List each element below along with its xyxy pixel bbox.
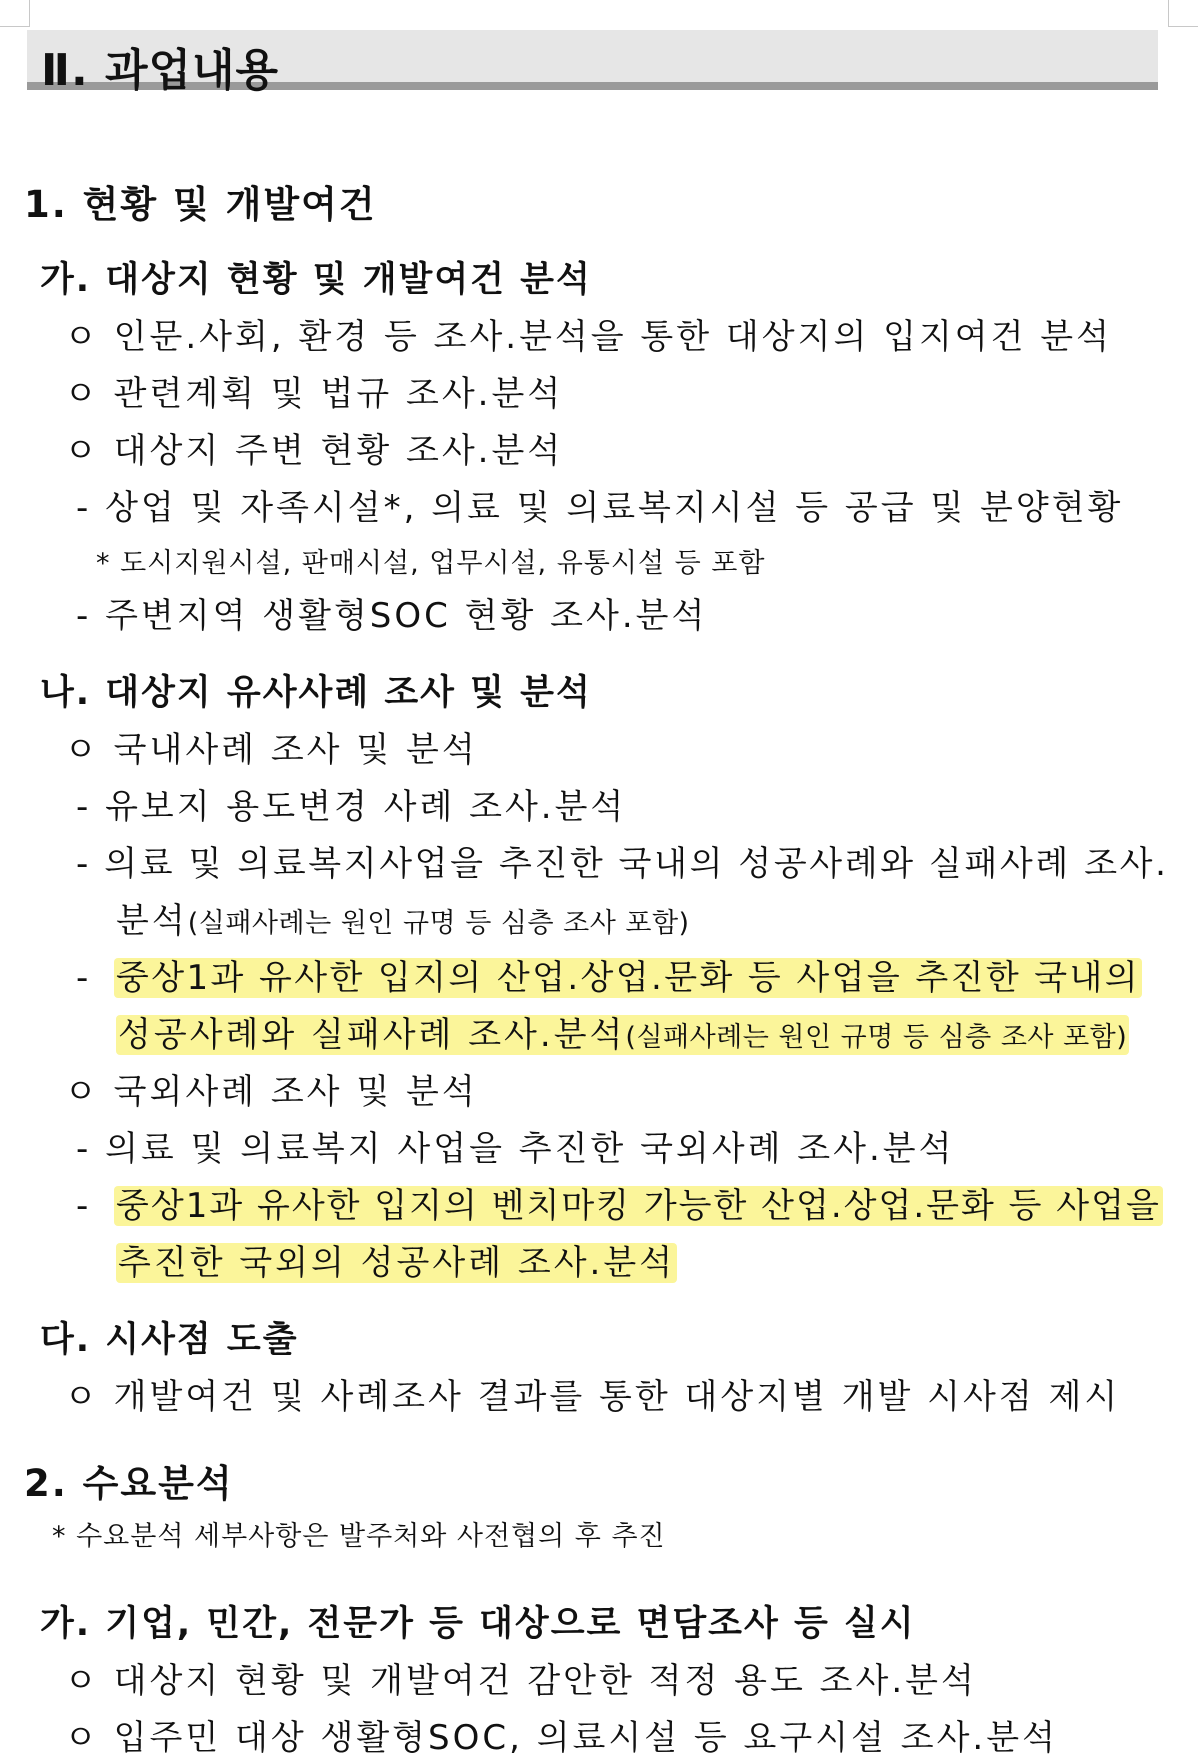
subsection-heading: 가. 대상지 현황 및 개발여건 분석 [40, 260, 592, 300]
highlighted-text: 추진한 국외의 성공사례 조사.분석 [118, 1243, 676, 1283]
dash-item: - 의료 및 의료복지사업을 추진한 국내의 성공사례와 실패사례 조사. [76, 844, 1169, 884]
highlighted-text [116, 1015, 1129, 1055]
page-corner-mark [0, 0, 30, 27]
highlighted-text: 중상1과 유사한 입지의 산업.상업.문화 등 사업을 추진한 국내의 [116, 958, 1140, 998]
dash-item-highlighted [76, 1178, 1163, 1227]
dash-item-continuation [116, 1007, 1129, 1056]
footnote: * 수요분석 세부사항은 발주처와 사전협의 후 추진 [52, 1521, 666, 1552]
bullet-item: ㅇ 입주민 대상 생활형SOC, 의료시설 등 요구시설 조사.분석 [64, 1718, 1058, 1758]
subsection-heading: 다. 시사점 도출 [40, 1320, 299, 1360]
dash-item-continuation [116, 893, 690, 942]
bullet-item: ㅇ 국외사례 조사 및 분석 [64, 1072, 478, 1112]
footnote: * 도시지원시설, 판매시설, 업무시설, 유통시설 등 포함 [96, 548, 766, 579]
dash-item: - 주변지역 생활형SOC 현황 조사.분석 [76, 596, 708, 636]
chapter-title-bar [27, 30, 1158, 96]
bullet-item: ㅇ 개발여건 및 사례조사 결과를 통한 대상지별 개발 시사점 제시 [64, 1377, 1121, 1417]
dash-item-continuation [116, 1235, 677, 1284]
dash-item-highlighted [76, 950, 1142, 999]
parenthetical-note: (실패사례는 원인 규명 등 심층 조사 포함) [187, 908, 690, 939]
section-heading: 1. 현황 및 개발여건 [24, 183, 377, 226]
dash-item: - 의료 및 의료복지 사업을 추진한 국외사례 조사.분석 [76, 1129, 955, 1169]
dash-marker: - [76, 958, 92, 998]
subsection-heading: 나. 대상지 유사사례 조사 및 분석 [40, 673, 592, 713]
bullet-item: ㅇ 국내사례 조사 및 분석 [64, 730, 478, 770]
dash-marker: - [76, 1186, 92, 1226]
bullet-item: ㅇ 관련계획 및 법규 조사.분석 [64, 374, 564, 414]
dash-item-text: 분석 [116, 901, 188, 941]
bullet-item: ㅇ 대상지 주변 현황 조사.분석 [64, 431, 564, 471]
dash-item: - 유보지 용도변경 사례 조사.분석 [76, 787, 627, 827]
dash-item: - 상업 및 자족시설*, 의료 및 의료복지시설 등 공급 및 분양현황 [76, 488, 1124, 528]
highlighted-text-main: 성공사례와 실패사례 조사.분석 [118, 1015, 626, 1055]
chapter-title: Ⅱ. 과업내용 [41, 45, 280, 96]
bullet-item: ㅇ 대상지 현황 및 개발여건 감안한 적정 용도 조사.분석 [64, 1661, 977, 1701]
section-heading: 2. 수요분석 [24, 1462, 234, 1505]
bullet-item: ㅇ 인문.사회, 환경 등 조사.분석을 통한 대상지의 입지여건 분석 [64, 317, 1112, 357]
highlighted-text: 중상1과 유사한 입지의 벤치마킹 가능한 산업.상업.문화 등 사업을 [116, 1186, 1161, 1226]
parenthetical-note: (실패사례는 원인 규명 등 심층 조사 포함) [625, 1022, 1128, 1053]
page-corner-mark [1168, 0, 1198, 27]
subsection-heading: 가. 기업, 민간, 전문가 등 대상으로 면담조사 등 실시 [40, 1604, 916, 1644]
